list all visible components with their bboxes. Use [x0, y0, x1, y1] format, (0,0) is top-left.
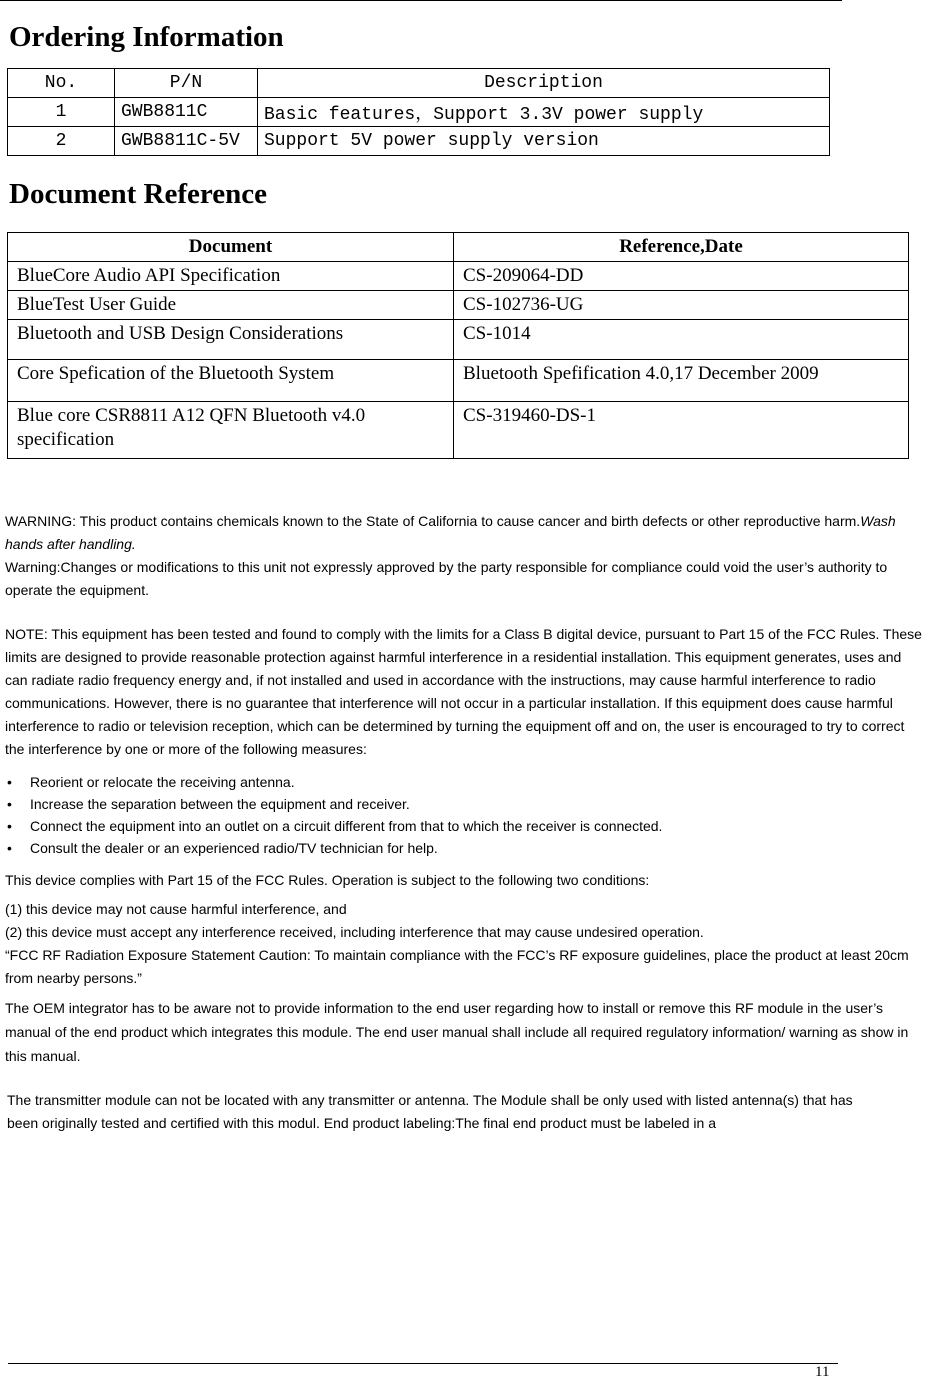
row-no: 1: [8, 98, 115, 127]
col-header-document: Document: [8, 233, 454, 262]
ordering-table: [7, 68, 830, 156]
row-reference: CS-1014: [454, 320, 909, 360]
bullet-icon: •: [7, 774, 12, 790]
table-row: [8, 320, 909, 360]
ordering-header-row: [8, 69, 830, 98]
row-description: Support 5V power supply version: [258, 127, 830, 156]
list-item: [5, 815, 923, 837]
row-document: Core Spefication of the Bluetooth System: [8, 360, 454, 402]
list-item: [5, 771, 923, 793]
bullet-icon: •: [7, 840, 12, 856]
california-warning: [5, 510, 923, 556]
rf-exposure-statement: “FCC RF Radiation Exposure Statement Caution: To maintain compliance with the FCC’s RF exposure guidelines, place the product at least 20cm from nearby persons.”: [5, 947, 909, 986]
table-row: [8, 360, 909, 402]
bottom-divider: [8, 1363, 838, 1364]
col-header-pn: P/N: [115, 69, 258, 98]
row-reference: CS-209064-DD: [454, 262, 909, 291]
col-header-reference-date: Reference,Date: [454, 233, 909, 262]
row-no: 2: [8, 127, 115, 156]
bullet-icon: •: [7, 796, 12, 812]
col-header-description: Description: [258, 69, 830, 98]
row-document: Blue core CSR8811 A12 QFN Bluetooth v4.0 specification: [8, 402, 454, 459]
ordering-information-heading: Ordering Information: [9, 21, 284, 53]
table-row: [8, 98, 830, 127]
row-reference: CS-102736-UG: [454, 291, 909, 320]
reference-header-row: [8, 233, 909, 262]
reference-table: [7, 232, 909, 459]
condition-1: (1) this device may not cause harmful interference, and: [5, 901, 347, 917]
table-row: [8, 291, 909, 320]
row-pn: GWB8811C-5V: [115, 127, 258, 156]
row-pn: GWB8811C: [115, 98, 258, 127]
regulatory-notices: [5, 510, 923, 1135]
condition-2: (2) this device must accept any interference received, including interference that may cause undesired operation.: [5, 924, 704, 940]
measure-text: Reorient or relocate the receiving antenna.: [30, 774, 295, 790]
row-document: Bluetooth and USB Design Considerations: [8, 320, 454, 360]
transmitter-statement: The transmitter module can not be located with any transmitter or antenna. The Module shall be only used with listed antenna(s) that has been originally tested and certified with this modul. End product labeling:The final end product must be labeled in a: [7, 1092, 853, 1131]
modification-warning: Warning:Changes or modifications to this unit not expressly approved by the party responsible for compliance could void the user’s authority to operate the equipment.: [5, 559, 888, 598]
measure-text: Consult the dealer or an experienced radio/TV technician for help.: [30, 840, 438, 856]
col-header-no: No.: [8, 69, 115, 98]
oem-integrator-statement: The OEM integrator has to be aware not to provide information to the end user regarding how to install or remove this RF module in the user’s manual of the end product which integrates this module. The end user manual shall include all required regulatory information/ warning as show in this manual.: [5, 1000, 909, 1064]
table-row: [8, 262, 909, 291]
row-document: BlueCore Audio API Specification: [8, 262, 454, 291]
document-reference-heading: Document Reference: [9, 178, 267, 210]
row-reference: Bluetooth Spefification 4.0,17 December 2009: [454, 360, 909, 402]
list-item: [5, 837, 923, 859]
page-number: 11: [815, 1364, 830, 1380]
measure-text: Increase the separation between the equipment and receiver.: [30, 796, 410, 812]
bullet-icon: •: [7, 818, 12, 834]
row-reference: CS-319460-DS-1: [454, 402, 909, 459]
wash-hands-note: Wash hands after handling.: [5, 513, 896, 552]
top-divider: [0, 0, 842, 1]
fcc-note: NOTE: This equipment has been tested and found to comply with the limits for a Class B digital device, pursuant to Part 15 of the FCC Rules. These limits are designed to provide reasonable protection against harmful interference in a residential installation. This equipment generates, uses and can radiate radio frequency energy and, if not installed and used in accordance with the instructions, may cause harmful interference to radio communications. However, there is no guarantee that interference will not occur in a particular installation. If this equipment does cause harmful interference to radio or television reception, which can be determined by turning the equipment off and on, the user is encouraged to try to correct the interference by one or more of the following measures:: [5, 626, 922, 757]
measure-text: Connect the equipment into an outlet on a circuit different from that to which the receiver is connected.: [30, 818, 663, 834]
row-document: BlueTest User Guide: [8, 291, 454, 320]
part15-statement: This device complies with Part 15 of the FCC Rules. Operation is subject to the following two conditions:: [5, 872, 650, 888]
row-description: Basic features，Support 3.3V power supply: [258, 98, 830, 127]
table-row: [8, 127, 830, 156]
measures-list: [5, 771, 923, 859]
table-row: [8, 402, 909, 459]
warning-text: WARNING: This product contains chemicals known to the State of California to cause cancer and birth defects or other reproductive harm.: [5, 513, 861, 529]
list-item: [5, 793, 923, 815]
